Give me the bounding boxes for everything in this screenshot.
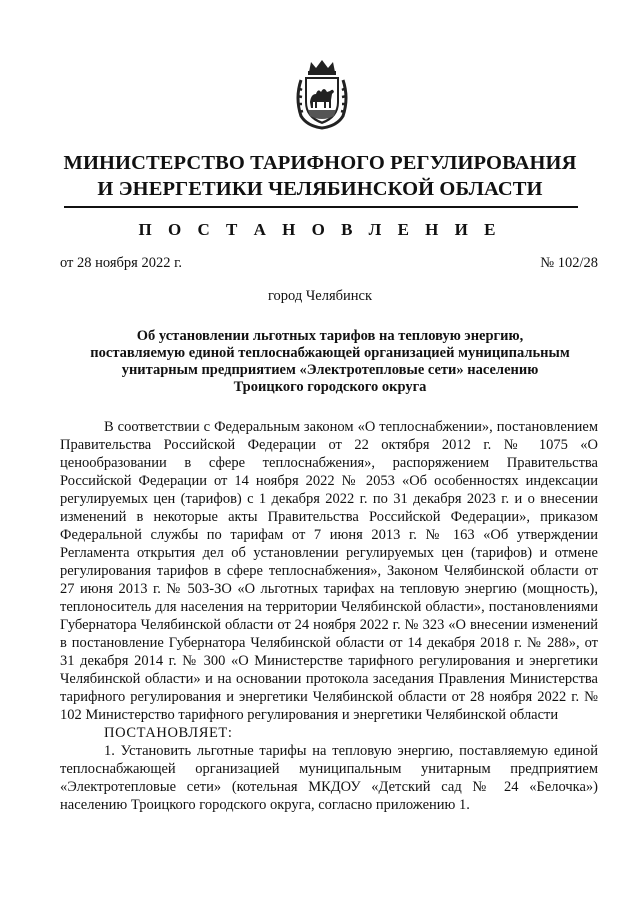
preamble-paragraph: В соответствии с Федеральным законом «О теплоснабжении», постановлением Правительства Российской Федерации от 22 октября 2012 г. № 1075 «О ценообразовании в сфере теплоснабжения», распоряжением Правительства Российской Федерации от 14 ноября 2022 № 2053 «Об особенностях индексации регулируемых цен (тарифов) с 1 декабря 2022 г. по 31 декабря 2023 г. и о внесении изменений в некоторые акты Правительства Российской Федерации», приказом Федеральной службы по тарифам от 7 июня 2013 г. № 163 «Об утверждении Регламента открытия дел об установлении регулируемых цен (тарифов) и отмене регулирования тарифов в сфере теплоснабжения», Законом Челябинской области от 27 июня 2013 г. № 503-ЗО «О льготных тарифах на тепловую энергию (мощность), теплоноситель для населения на территории Челябинской области», постановлениями Губернатора Челябинской области от 24 ноября 2022 г. № 323 «О внесении изменений в постановление Губернатора Челябинской области от 14 декабря 2018 г. № 288», от 31 декабря 2014 г. № 300 «О Министерстве тарифного регулирования и энергетики Челябинской области» и на основании протокола заседания Правления Министерства тарифного регулирования и энергетики Челябинской области от 28 ноября 2022 г. № 102 Министерство тарифного регулирования и энергетики Челябинской области — [60, 419, 598, 723]
subject-line: Об установлении льготных тарифов на тепловую энергию, — [136, 328, 524, 344]
document-number: № 102/28 — [540, 255, 598, 271]
ministry-name — [40, 150, 600, 202]
document-type: П О С Т А Н О В Л Е Н И Е — [138, 220, 502, 239]
subject-line: Троицкого городского округа — [233, 379, 427, 395]
header-divider — [64, 206, 578, 208]
decree-keyword: ПОСТАНОВЛЯЕТ: — [104, 725, 233, 741]
document-date: от 28 ноября 2022 г. — [60, 255, 183, 271]
decree-item-1: 1. Установить льготные тарифы на тепловую энергию, поставляемую единой теплоснабжающей организацией муниципальным унитарным предприятием «Электротепловые сети» (котельная МКДОУ «Детский сад № 24 «Белочка») населению Троицкого городского округа, согласно приложению 1. — [60, 743, 598, 813]
subject-line: унитарным предприятием «Электротепловые сети» населению — [121, 362, 539, 378]
document-city: город Челябинск — [267, 288, 373, 304]
ministry-name-line1: МИНИСТЕРСТВО ТАРИФНОГО РЕГУЛИРОВАНИЯ — [63, 152, 577, 174]
ministry-name-line2: И ЭНЕРГЕТИКИ ЧЕЛЯБИНСКОЙ ОБЛАСТИ — [97, 178, 543, 200]
document-subject — [60, 328, 600, 396]
chelyabinsk-coat-of-arms-icon — [293, 58, 351, 130]
subject-line: поставляемую единой теплоснабжающей организацией муниципальным — [90, 345, 570, 361]
document-body — [60, 418, 598, 814]
